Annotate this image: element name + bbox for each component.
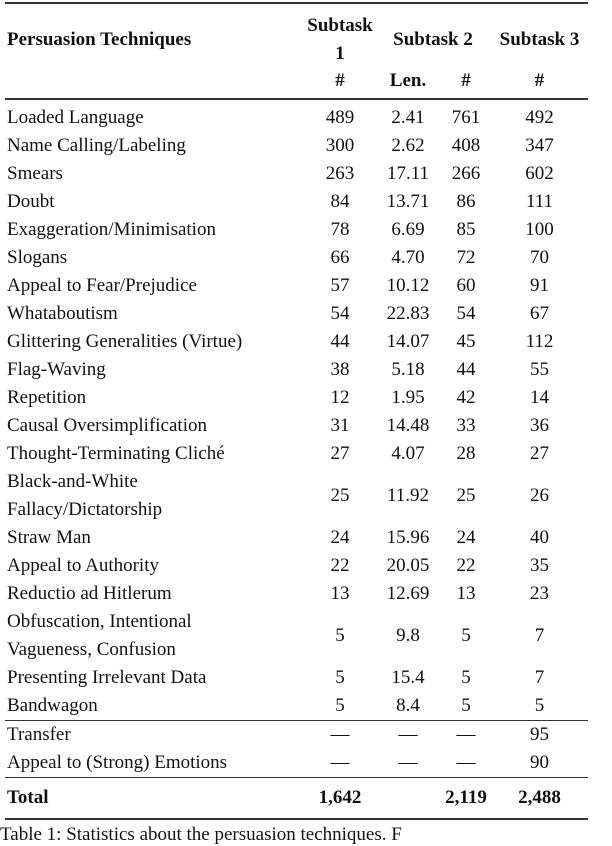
subtask1-count: 54: [330, 303, 350, 324]
subtask3-count: 602: [525, 163, 554, 184]
technique-name-line: Presenting Irrelevant Data: [7, 667, 207, 688]
subtask1-count: 84: [330, 191, 350, 212]
subtask2-length: 15.96: [386, 527, 430, 548]
subtask1-count: 44: [330, 331, 350, 352]
table-row: [5, 300, 588, 328]
subtask2-count: 45: [456, 331, 476, 352]
subtask2-count: 5: [461, 625, 471, 646]
subtask3-count: 40: [530, 527, 549, 548]
table-row: [5, 132, 588, 160]
technique-name: [5, 580, 305, 608]
subtask3-count: 26: [530, 485, 549, 506]
subtask3-count: 95: [530, 724, 549, 745]
subtask3-count: 90: [491, 749, 588, 778]
technique-name: [5, 721, 305, 750]
technique-name-line: Slogans: [7, 247, 68, 268]
subtask3-count: 100: [525, 219, 554, 240]
subtask2-count: 28: [456, 443, 476, 464]
technique-name-line: Appeal to (Strong) Emotions: [7, 752, 228, 773]
technique-name: [5, 272, 305, 300]
header-empty: [5, 68, 305, 99]
main-rows: [5, 99, 588, 721]
technique-name-line: Transfer: [7, 724, 71, 745]
subtask3-count: 112: [525, 331, 554, 352]
total-len: [375, 778, 441, 820]
subtask1-count: 24: [330, 527, 350, 548]
subtask2-count: 44: [456, 359, 476, 380]
table-row: [5, 99, 588, 132]
table-row: [5, 412, 588, 440]
header-subtask1: Subtask 1: [305, 3, 375, 68]
subtask3-count: 23: [530, 583, 549, 604]
total-row: [5, 778, 588, 820]
table-row: [5, 188, 588, 216]
subtask2-length: 2.62: [391, 135, 425, 156]
subtask2-length: 12.69: [386, 583, 430, 604]
table-row: [5, 664, 588, 692]
header-s2-len: Len.: [375, 68, 441, 99]
table-row: [5, 244, 588, 272]
subtask1-count: 38: [330, 359, 350, 380]
subtask1-count: —: [330, 724, 350, 745]
subtask2-length: 22.83: [386, 303, 430, 324]
technique-name-line: Appeal to Authority: [7, 555, 159, 576]
subtask2-count: 13: [456, 583, 476, 604]
technique-name: [5, 468, 305, 524]
subtask3-count: 492: [525, 107, 554, 128]
table-row: [5, 749, 588, 778]
header-s3-count: #: [491, 68, 588, 99]
subtask3-count: 14: [530, 387, 549, 408]
technique-name-line: Causal Oversimplification: [7, 415, 207, 436]
subtask3-count: 55: [530, 359, 549, 380]
technique-name: [5, 188, 305, 216]
table-row: [5, 216, 588, 244]
table-row: [5, 524, 588, 552]
technique-name: [5, 384, 305, 412]
subtask3-count: 35: [530, 555, 549, 576]
subtask1-count: 13: [330, 583, 350, 604]
technique-name-line: Reductio ad Hitlerum: [7, 583, 172, 604]
subtask2-length: 4.70: [391, 247, 425, 268]
total-label: Total: [5, 778, 305, 820]
table-row: [5, 608, 588, 664]
subtask2-length: 6.69: [391, 219, 425, 240]
subtask1-count: 78: [330, 219, 350, 240]
table-row: [5, 356, 588, 384]
technique-name-line: Appeal to Fear/Prejudice: [7, 275, 197, 296]
subtask2-length: 10.12: [386, 275, 430, 296]
subtask2-count: 33: [456, 415, 476, 436]
technique-name: [5, 664, 305, 692]
technique-name-line: Vagueness, Confusion: [7, 639, 176, 660]
persuasion-techniques-table: [5, 2, 588, 820]
subtask2-length: —: [375, 749, 441, 778]
table-row: [5, 721, 588, 750]
subtask2-count: 72: [456, 247, 476, 268]
table-row: [5, 272, 588, 300]
subtask1-count: 5: [335, 667, 345, 688]
subtask1-count: 5: [335, 625, 345, 646]
subtask2-count: 22: [456, 555, 476, 576]
table-row: [5, 552, 588, 580]
technique-name: [5, 328, 305, 356]
header-s1-count: #: [305, 68, 375, 99]
subtask2-length: 13.71: [386, 191, 430, 212]
subtask1-count: 5: [305, 692, 375, 721]
technique-name: [5, 216, 305, 244]
subtask2-length: 20.05: [386, 555, 430, 576]
subtask3-count: 347: [525, 135, 554, 156]
technique-name: [5, 132, 305, 160]
subtask2-length: 14.07: [386, 331, 430, 352]
subtask2-count: 86: [456, 191, 476, 212]
header-technique: Persuasion Techniques: [5, 3, 305, 68]
technique-name: [5, 244, 305, 272]
subtask2-count: 5: [461, 667, 471, 688]
header-row-1: [5, 3, 588, 68]
table-caption: Table 1: Statistics about the persuasion techniques. F: [0, 824, 402, 845]
technique-name: [5, 749, 305, 778]
technique-name: [5, 440, 305, 468]
subtask3-count: 7: [534, 625, 545, 646]
subtask2-count: 42: [456, 387, 476, 408]
technique-name-line: Bandwagon: [7, 695, 98, 716]
subtask2-count: 5: [441, 692, 491, 721]
table-row: [5, 160, 588, 188]
technique-name: [5, 356, 305, 384]
subtask2-count: 85: [456, 219, 476, 240]
subtask2-length: 17.11: [386, 163, 430, 184]
subtask2-count: 25: [456, 485, 476, 506]
subtask1-count: 57: [330, 275, 350, 296]
subtask2-length: 11.92: [386, 485, 430, 506]
subtask2-length: 14.48: [386, 415, 430, 436]
technique-name: [5, 160, 305, 188]
technique-name-line: Whataboutism: [7, 303, 118, 324]
subtask3-count: 111: [525, 191, 554, 212]
total-s2: 2,119: [441, 778, 491, 820]
subtask3-count: 36: [530, 415, 549, 436]
subtask2-count: 54: [456, 303, 476, 324]
technique-name-line: Flag-Waving: [7, 359, 106, 380]
technique-name-line: Name Calling/Labeling: [7, 135, 186, 156]
subtask2-length: 15.4: [391, 667, 425, 688]
subtask2-count: 408: [451, 135, 481, 156]
subtask1-count: —: [305, 749, 375, 778]
subtask1-count: 263: [325, 163, 355, 184]
technique-name: [5, 552, 305, 580]
subtask1-count: 22: [330, 555, 350, 576]
technique-name: [5, 608, 305, 664]
technique-name-line: Thought-Terminating Cliché: [7, 443, 225, 464]
subtask2-length: 9.8: [396, 625, 420, 646]
subtask1-count: 66: [330, 247, 350, 268]
subtask2-count: —: [456, 724, 476, 745]
technique-name: [5, 524, 305, 552]
subtask2-count: 266: [451, 163, 481, 184]
technique-name-line: Smears: [7, 163, 63, 184]
technique-name-line: Straw Man: [7, 527, 91, 548]
subtask2-count: 60: [456, 275, 476, 296]
table-row: [5, 384, 588, 412]
technique-name-line: Glittering Generalities (Virtue): [7, 331, 243, 352]
subtask1-count: 27: [330, 443, 350, 464]
header-row-2: [5, 68, 588, 99]
subtask1-count: 31: [330, 415, 350, 436]
technique-name: [5, 300, 305, 328]
header-s2-count: #: [441, 68, 491, 99]
header-subtask3: Subtask 3: [491, 3, 588, 68]
table-row: [5, 440, 588, 468]
extra-rows: [5, 721, 588, 778]
subtask3-count: 5: [491, 692, 588, 721]
technique-name-line: Exaggeration/Minimisation: [7, 219, 216, 240]
technique-name-line: Doubt: [7, 191, 55, 212]
table-row: [5, 692, 588, 721]
technique-name: [5, 692, 305, 721]
subtask2-count: —: [441, 749, 491, 778]
subtask1-count: 489: [325, 107, 355, 128]
technique-name-line: Fallacy/Dictatorship: [7, 499, 163, 520]
subtask2-count: 761: [451, 107, 481, 128]
total-s3: 2,488: [491, 778, 588, 820]
subtask3-count: 27: [530, 443, 549, 464]
subtask2-length: 2.41: [391, 107, 425, 128]
header-subtask2: Subtask 2: [375, 3, 491, 68]
total-s1: 1,642: [305, 778, 375, 820]
table-row: [5, 328, 588, 356]
technique-name-line: Loaded Language: [7, 107, 144, 128]
subtask2-length: 8.4: [375, 692, 441, 721]
technique-name-line: Black-and-White: [7, 471, 138, 492]
subtask3-count: 70: [530, 247, 549, 268]
technique-name-line: Obfuscation, Intentional: [7, 611, 192, 632]
subtask1-count: 12: [330, 387, 350, 408]
subtask2-length: —: [398, 724, 418, 745]
subtask2-length: 4.07: [391, 443, 425, 464]
technique-name: [5, 99, 305, 132]
table-row: [5, 468, 588, 524]
technique-name: [5, 412, 305, 440]
subtask2-length: 1.95: [391, 387, 425, 408]
table-row: [5, 580, 588, 608]
subtask1-count: 25: [330, 485, 350, 506]
technique-name-line: Repetition: [7, 387, 87, 408]
subtask3-count: 91: [530, 275, 549, 296]
subtask1-count: 300: [325, 135, 355, 156]
subtask3-count: 67: [530, 303, 549, 324]
subtask2-length: 5.18: [391, 359, 425, 380]
subtask2-count: 24: [456, 527, 476, 548]
subtask3-count: 7: [534, 667, 545, 688]
